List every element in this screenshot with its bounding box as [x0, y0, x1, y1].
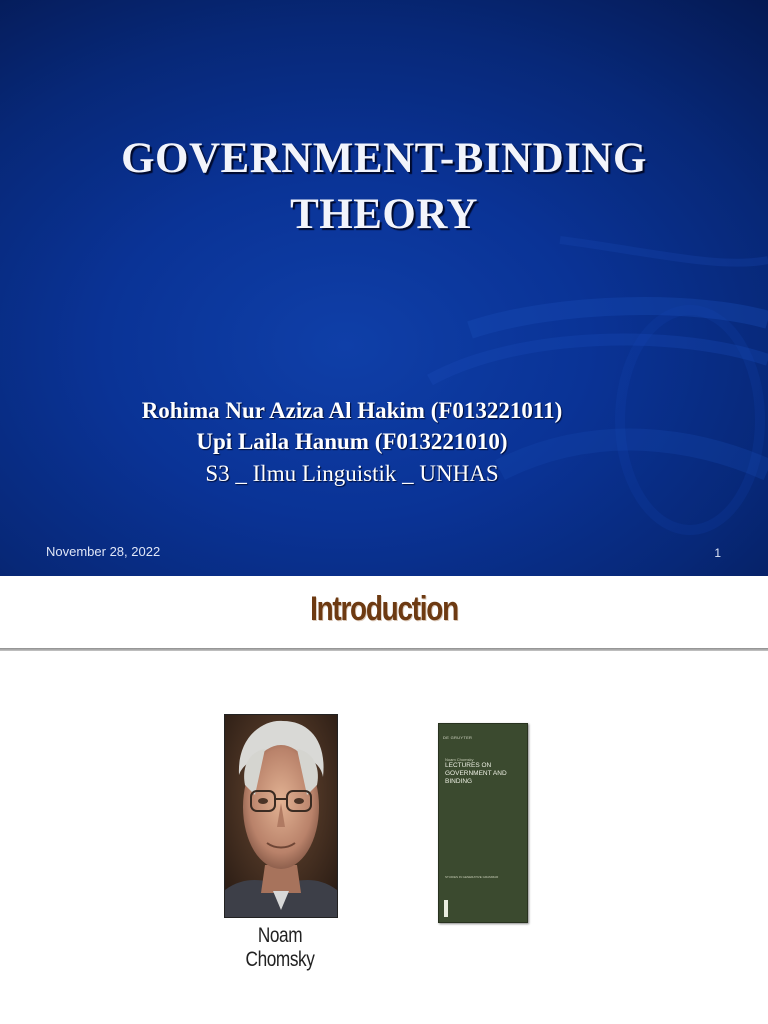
author-2: Upi Laila Hanum (F013221010) [196, 429, 508, 454]
author-1: Rohima Nur Aziza Al Hakim (F013221011) [141, 398, 563, 423]
book-title-line: LECTURES ON [445, 762, 492, 769]
presentation-title-line-1: GOVERNMENT-BINDING [121, 135, 647, 182]
introduction-slide [0, 576, 768, 1024]
affiliation: S3 _ Ilmu Linguistik _ UNHAS [205, 461, 499, 486]
slide-date: November 28, 2022 [46, 544, 161, 559]
portrait-illustration [225, 715, 337, 917]
publisher-logo-icon [444, 900, 448, 917]
book-title [445, 762, 525, 786]
book-series: STUDIES IN GENERATIVE GRAMMAR [445, 875, 499, 879]
presentation-title-line-2: THEORY [290, 191, 478, 238]
introduction-title: Introduction [310, 590, 458, 628]
slide-number: 1 [714, 546, 721, 560]
book-title-line: GOVERNMENT AND [445, 770, 507, 777]
book-publisher: DE GRUYTER [443, 735, 473, 740]
title-divider [0, 648, 768, 651]
noam-chomsky-photo [224, 714, 338, 918]
photo-caption: Noam Chomsky [245, 924, 315, 971]
book-author: Noam Chomsky [445, 757, 474, 762]
book-title-line: BINDING [445, 778, 473, 785]
book-cover-lectures-on-government-and-binding [438, 723, 528, 923]
